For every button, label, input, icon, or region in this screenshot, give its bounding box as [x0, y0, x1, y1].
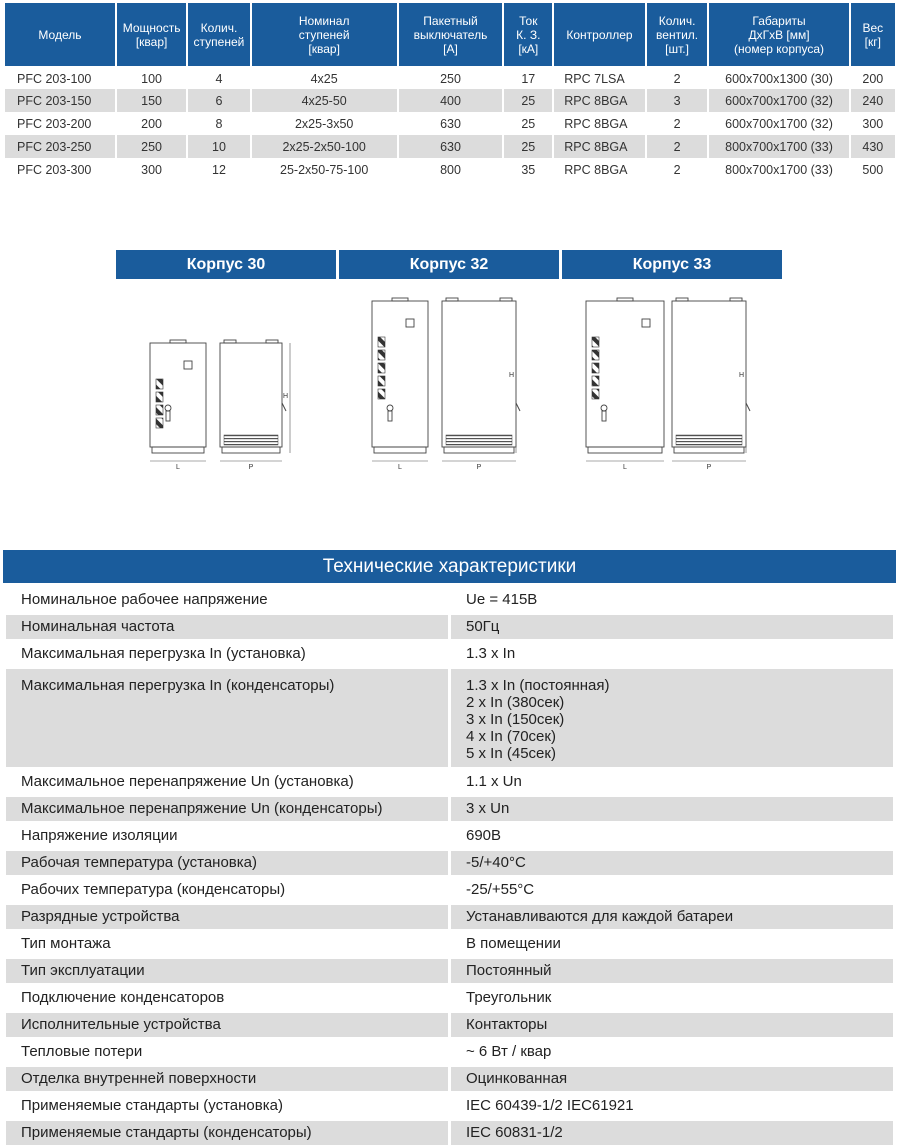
spec-value-line: 5 x In (45сек) — [466, 745, 556, 762]
models-header-cell: Номинал ступеней [квар] — [252, 3, 397, 66]
spec-param: Номинальная частота — [6, 615, 448, 639]
ventilation-grille — [446, 435, 512, 445]
table-cell: PFC 203-100 — [17, 72, 92, 86]
dimension-label-height: H — [508, 372, 514, 379]
table-cell: 2 — [673, 162, 681, 177]
table-cell: 4x25-50 — [252, 89, 397, 112]
spec-param: Напряжение изоляции — [21, 827, 178, 844]
models-header-cell: Мощность [квар] — [117, 3, 186, 66]
spec-param: Максимальное перенапряжение Un (установка) — [21, 773, 354, 790]
table-cell: 630 — [440, 116, 461, 131]
models-header-cell: Колич. ступеней — [188, 3, 249, 66]
dimension-label-length: L — [398, 464, 402, 471]
spec-value-line: -5/+40°С — [466, 854, 526, 871]
spec-value-line: 1.3 x In (постоянная) — [466, 677, 610, 694]
table-cell: 2x25-3x50 — [294, 116, 354, 131]
spec-param: Применяемые стандарты (конденсаторы) — [6, 1121, 448, 1145]
spec-value-line: 4 x In (70сек) — [466, 728, 556, 745]
spec-value — [451, 588, 893, 612]
models-table-header — [5, 3, 895, 66]
spec-param: Применяемые стандарты (установка) — [21, 1097, 283, 1114]
models-header-cell: Модель — [5, 3, 115, 66]
spec-row — [6, 797, 893, 821]
table-cell: RPC 8BGA — [564, 162, 628, 177]
spec-param: Максимальное перенапряжение Un (конденсаторы) — [6, 797, 448, 821]
dimension-label-length: L — [623, 464, 627, 471]
spec-value — [451, 851, 893, 875]
cabinet-plinth — [222, 447, 280, 453]
spec-value-line: Постоянный — [466, 962, 552, 979]
table-cell: PFC 203-150 — [5, 89, 115, 112]
models-header-cell: Габариты ДхГхВ [мм] (номер корпуса) — [709, 3, 848, 66]
enclosure-30-header: Корпус 30 — [116, 250, 336, 279]
models-header-cell: Ток К. З. [кА] — [504, 3, 552, 66]
spec-value-line: Ue = 415В — [466, 591, 538, 608]
dimension-label-depth: P — [248, 464, 254, 471]
spec-row — [6, 905, 893, 929]
cabinet-plinth — [374, 447, 426, 453]
cabinet-vent-top — [224, 340, 236, 343]
cabinet-plinth — [674, 447, 744, 453]
spec-param: Тип монтажа — [21, 935, 111, 952]
models-table-body — [5, 66, 895, 181]
table-cell: 800x700x1700 (33) — [709, 135, 848, 158]
spec-value — [451, 824, 893, 848]
table-cell: 8 — [215, 116, 223, 131]
cabinet-plinth — [152, 447, 204, 453]
controller-window — [642, 319, 650, 327]
cabinet-vent-top — [392, 298, 408, 301]
table-cell: 35 — [521, 162, 536, 177]
ventilation-grille — [676, 435, 742, 445]
specs-title: Технические характеристики — [3, 550, 896, 583]
table-cell: 800 — [440, 162, 461, 177]
warning-stripe — [592, 389, 599, 399]
dimension-label-height: H — [282, 393, 288, 400]
table-cell: RPC 8BGA — [554, 89, 644, 112]
warning-stripe — [592, 350, 599, 360]
ventilation-grille — [224, 435, 278, 445]
spec-param: Отделка внутренней поверхности — [6, 1067, 448, 1091]
cabinet-vent-top — [170, 340, 186, 343]
enclosure-32-header: Корпус 32 — [339, 250, 559, 279]
warning-stripe — [592, 363, 599, 373]
cabinet-vent-top — [676, 298, 688, 301]
table-row — [5, 135, 895, 158]
spec-row — [6, 824, 893, 848]
side-handle — [516, 403, 520, 411]
table-cell: 430 — [851, 135, 895, 158]
table-cell: 600x700x1700 (32) — [725, 116, 833, 131]
spec-param: Максимальная перегрузка In (установка) — [21, 645, 306, 662]
cabinet-side — [220, 343, 282, 447]
models-header-cell: Контроллер — [554, 3, 644, 66]
table-cell: 10 — [188, 135, 249, 158]
cabinet-vent-top — [730, 298, 742, 301]
dimension-label-height: H — [738, 372, 744, 379]
spec-value-line: Треугольник — [466, 989, 552, 1006]
warning-stripe — [378, 389, 385, 399]
warning-stripe — [378, 376, 385, 386]
spec-value — [451, 1067, 893, 1091]
warning-stripe — [378, 363, 385, 373]
enclosure-2-drawing — [586, 298, 750, 471]
models-header-cell: Вес [кг] — [851, 3, 895, 66]
spec-value-line: 3 x Un — [466, 800, 510, 817]
cabinet-vent-top — [500, 298, 512, 301]
spec-value-line: В помещении — [466, 935, 561, 952]
spec-param: Максимальная перегрузка In (конденсаторы) — [6, 669, 448, 767]
cabinet-vent-top — [266, 340, 278, 343]
table-cell: 6 — [188, 89, 249, 112]
table-cell: 200 — [141, 116, 163, 131]
models-header-cell: Колич. вентил. [шт.] — [647, 3, 708, 66]
door-handle-lever — [602, 411, 606, 421]
dimension-label-depth: P — [706, 464, 712, 471]
table-cell: 3 — [647, 89, 708, 112]
spec-value — [451, 1121, 893, 1145]
table-cell: 25 — [504, 89, 552, 112]
spec-param: Рабочая температура (установка) — [6, 851, 448, 875]
spec-row — [6, 1121, 893, 1145]
table-cell: RPC 8BGA — [564, 116, 628, 131]
spec-value-line: 3 x In (150сек) — [466, 711, 565, 728]
enclosure-0-drawing — [150, 340, 290, 471]
spec-value-line: Устанавливаются для каждой батареи — [466, 908, 734, 925]
spec-row — [6, 932, 893, 956]
table-cell: 150 — [117, 89, 186, 112]
table-cell: 300 — [862, 116, 884, 131]
cabinet-vent-top — [446, 298, 458, 301]
spec-value — [451, 986, 893, 1010]
side-handle — [282, 403, 286, 411]
table-cell: 500 — [862, 162, 884, 177]
table-cell: 600x700x1300 (30) — [725, 72, 833, 86]
spec-row — [6, 615, 893, 639]
door-handle — [601, 405, 607, 411]
warning-stripe — [378, 337, 385, 347]
table-cell: 200 — [862, 72, 884, 86]
spec-row — [6, 1013, 893, 1037]
models-table — [3, 3, 897, 181]
cabinet-front — [372, 301, 428, 447]
table-row — [5, 66, 895, 89]
spec-value — [451, 1040, 893, 1064]
warning-stripe — [156, 392, 163, 402]
warning-stripe — [592, 376, 599, 386]
spec-value — [451, 770, 893, 794]
table-cell: PFC 203-250 — [5, 135, 115, 158]
spec-value-line: Оцинкованная — [466, 1070, 568, 1087]
spec-param: Тип эксплуатации — [6, 959, 448, 983]
spec-row — [6, 669, 893, 767]
table-cell: RPC 7LSA — [564, 72, 625, 86]
table-cell: PFC 203-200 — [17, 116, 92, 131]
dimension-label-depth: P — [476, 464, 482, 471]
spec-value-line: 2 x In (380сек) — [466, 694, 565, 711]
spec-value — [451, 615, 893, 639]
spec-row — [6, 851, 893, 875]
spec-value-line: Контакторы — [466, 1016, 548, 1033]
enclosure-33-header: Корпус 33 — [562, 250, 782, 279]
table-cell: PFC 203-300 — [17, 162, 92, 177]
specs-table — [3, 585, 896, 1145]
table-row — [5, 112, 895, 135]
table-cell: 25 — [504, 135, 552, 158]
table-cell: 25 — [521, 116, 536, 131]
spec-param: Разрядные устройства — [6, 905, 448, 929]
cabinet-vent-top — [617, 298, 633, 301]
spec-param: Рабочих температура (конденсаторы) — [21, 881, 286, 898]
spec-value — [451, 1013, 893, 1037]
warning-stripe — [378, 350, 385, 360]
spec-row — [6, 1040, 893, 1064]
spec-value-line: IEC 60439-1/2 IEC61921 — [466, 1097, 634, 1114]
cabinet-plinth — [588, 447, 662, 453]
spec-row — [6, 1094, 893, 1118]
door-handle — [165, 405, 171, 411]
spec-param: Исполнительные устройства — [6, 1013, 448, 1037]
cabinet-front — [586, 301, 664, 447]
table-cell: 17 — [521, 72, 536, 86]
spec-row — [6, 1067, 893, 1091]
table-cell: 240 — [851, 89, 895, 112]
spec-value — [451, 905, 893, 929]
cabinet-side — [672, 301, 746, 447]
table-cell: 400 — [399, 89, 503, 112]
spec-value — [451, 932, 893, 956]
spec-value — [451, 669, 893, 767]
spec-value-line: 1.3 x In — [466, 645, 516, 662]
door-handle-lever — [166, 411, 170, 421]
table-cell: 600x700x1700 (32) — [709, 89, 848, 112]
spec-value-line: 690В — [466, 827, 502, 844]
models-header-cell: Пакетный выключатель [А] — [399, 3, 503, 66]
enclosure-1-drawing — [372, 298, 520, 471]
door-handle — [387, 405, 393, 411]
table-cell: 4x25 — [310, 72, 338, 86]
spec-value — [451, 959, 893, 983]
table-row — [5, 89, 895, 112]
spec-value-line: 50Гц — [466, 618, 500, 635]
table-cell: 25-2x50-75-100 — [280, 162, 369, 177]
table-cell: 300 — [141, 162, 163, 177]
table-cell: 100 — [141, 72, 163, 86]
spec-value — [451, 642, 893, 666]
spec-value — [451, 1094, 893, 1118]
spec-param: Тепловые потери — [21, 1043, 143, 1060]
door-handle-lever — [388, 411, 392, 421]
table-cell: RPC 8BGA — [554, 135, 644, 158]
table-cell: 250 — [117, 135, 186, 158]
enclosure-drawings — [0, 285, 900, 475]
spec-value-line: ~ 6 Вт / квар — [466, 1043, 552, 1060]
table-cell: 4 — [215, 72, 223, 86]
table-cell: 800x700x1700 (33) — [725, 162, 833, 177]
spec-row — [6, 959, 893, 983]
spec-value — [451, 878, 893, 902]
table-cell: 2x25-2x50-100 — [252, 135, 397, 158]
spec-row — [6, 986, 893, 1010]
controller-window — [406, 319, 414, 327]
warning-stripe — [592, 337, 599, 347]
table-cell: 2 — [673, 116, 681, 131]
spec-row — [6, 878, 893, 902]
spec-param: Подключение конденсаторов — [21, 989, 225, 1006]
spec-value-line: IEC 60831-1/2 — [466, 1124, 563, 1141]
warning-stripe — [156, 418, 163, 428]
dimension-label-length: L — [176, 464, 180, 471]
side-handle — [746, 403, 750, 411]
spec-param: Номинальное рабочее напряжение — [21, 591, 268, 608]
spec-value — [451, 797, 893, 821]
spec-row — [6, 642, 893, 666]
warning-stripe — [156, 379, 163, 389]
spec-value-line: -25/+55°С — [466, 881, 535, 898]
table-cell: 12 — [212, 162, 226, 177]
spec-row — [6, 588, 893, 612]
table-cell: 250 — [440, 72, 461, 86]
cabinet-plinth — [444, 447, 514, 453]
table-cell: 2 — [673, 72, 681, 86]
table-row — [5, 158, 895, 181]
controller-window — [184, 361, 192, 369]
warning-stripe — [156, 405, 163, 415]
spec-row — [6, 770, 893, 794]
table-cell: 630 — [399, 135, 503, 158]
cabinet-side — [442, 301, 516, 447]
table-cell: 2 — [647, 135, 708, 158]
spec-value-line: 1.1 x Un — [466, 773, 522, 790]
